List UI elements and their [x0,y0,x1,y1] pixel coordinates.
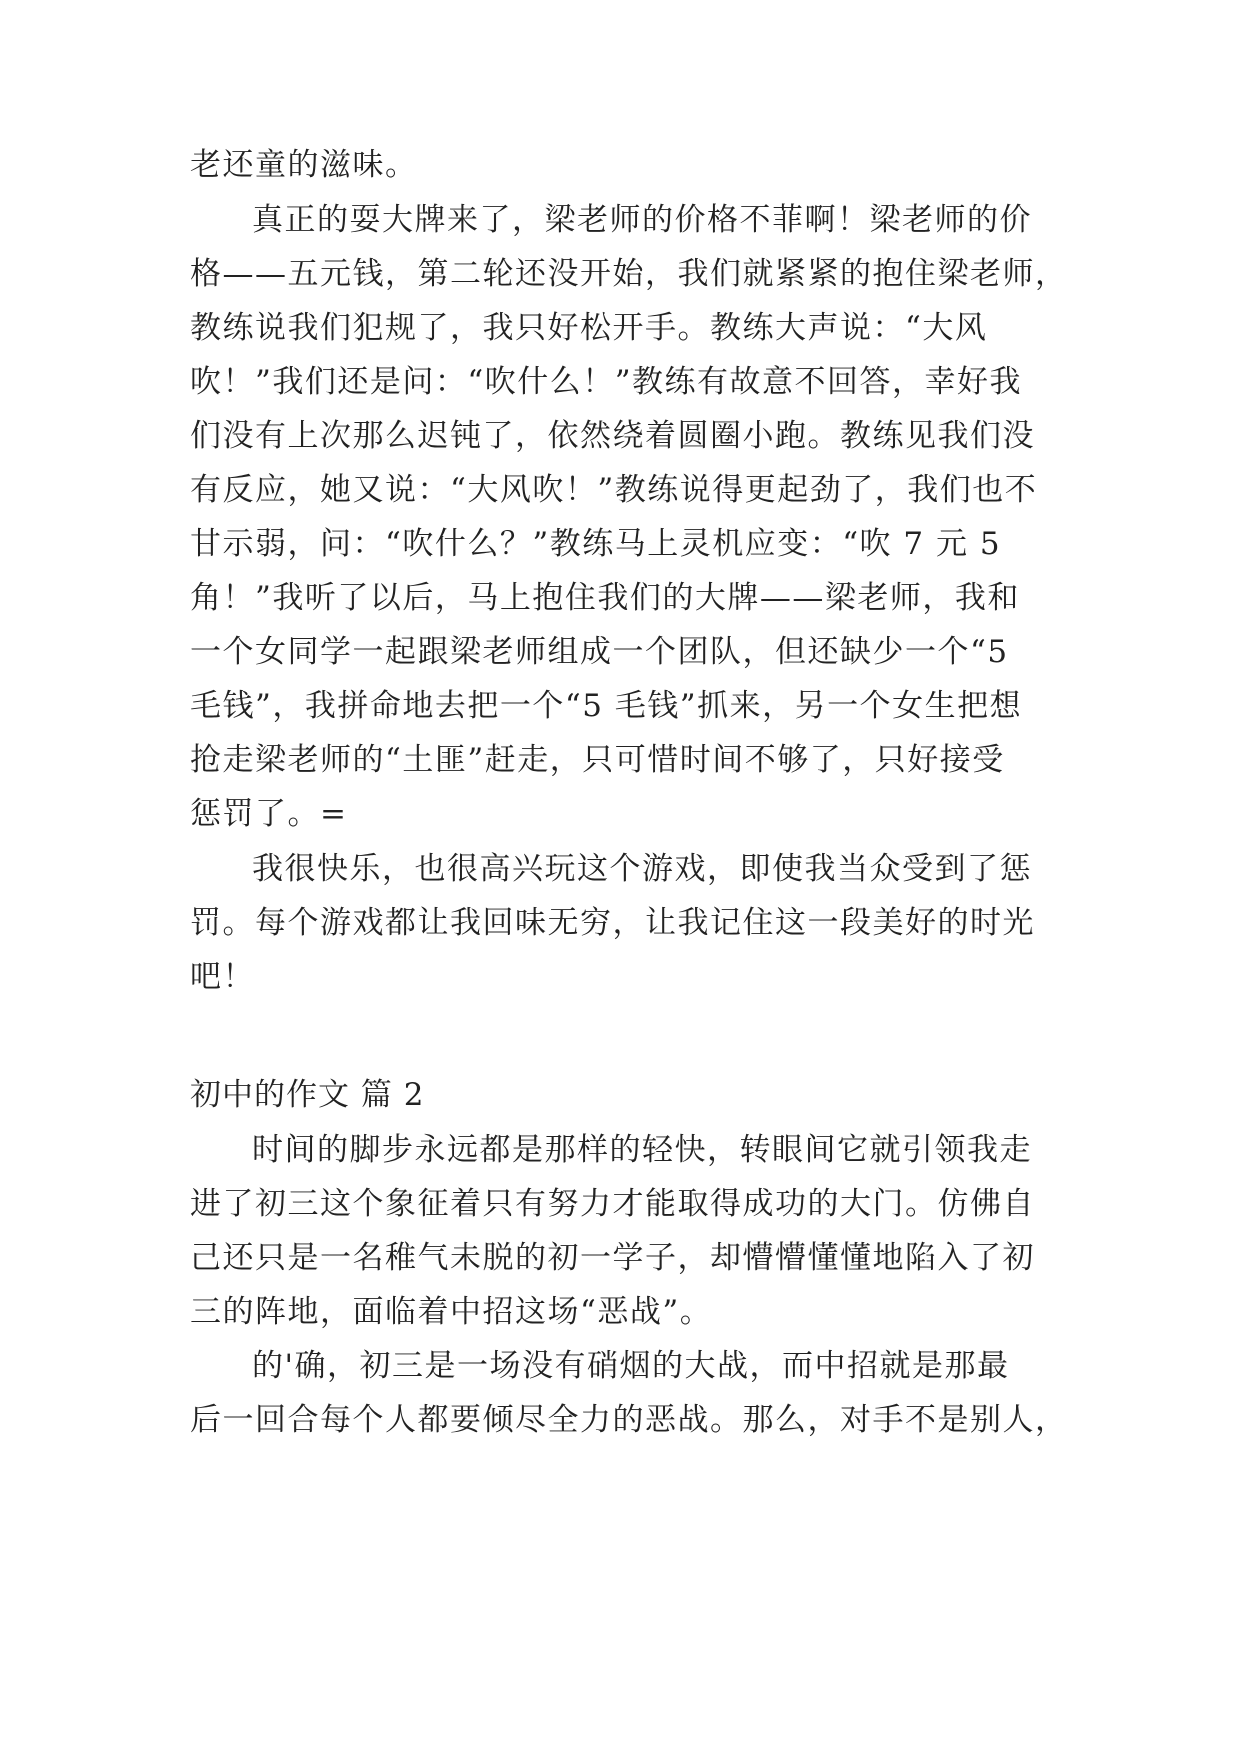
text-line: 吧！ [190,959,255,995]
text-line: 吹！”我们还是问：“吹什么！”教练有故意不回答，幸好我 [190,364,1023,400]
text-line: 惩罚了。= [190,796,348,832]
paragraph-start-line: 真正的耍大牌来了，梁老师的价格不菲啊！梁老师的价 [252,202,1032,238]
text-line: 后一回合每个人都要倾尽全力的恶战。那么，对手不是别人， [190,1402,1068,1438]
text-line: 有反应，她又说：“大风吹！”教练说得更起劲了，我们也不 [190,472,1038,508]
paragraph-start-line: 的'确，初三是一场没有硝烟的大战，而中招就是那最 [252,1348,1010,1384]
text-line: 三的阵地，面临着中招这场“恶战”。 [190,1294,713,1330]
text-line: 己还只是一名稚气未脱的初一学子，却懵懵懂懂地陷入了初 [190,1240,1035,1276]
section-heading: 初中的作文 篇 2 [190,1077,425,1113]
text-line: 老还童的滋味。 [190,147,418,183]
text-line: 格——五元钱，第二轮还没开始，我们就紧紧的抱住梁老师， [190,256,1068,292]
text-line: 们没有上次那么迟钝了，依然绕着圆圈小跑。教练见我们没 [190,418,1035,454]
text-line: 抢走梁老师的“土匪”赶走，只可惜时间不够了，只好接受 [190,742,1005,778]
text-line: 角！”我听了以后，马上抱住我们的大牌——梁老师，我和 [190,580,1020,616]
text-line: 毛钱”，我拼命地去把一个“5 毛钱”抓来，另一个女生把想 [190,688,1023,724]
paragraph-start-line: 我很快乐，也很高兴玩这个游戏，即使我当众受到了惩 [252,851,1032,887]
text-line: 罚。每个游戏都让我回味无穷，让我记住这一段美好的时光 [190,905,1035,941]
text-line: 一个女同学一起跟梁老师组成一个团队，但还缺少一个“5 [190,634,1009,670]
text-line: 教练说我们犯规了，我只好松开手。教练大声说：“大风 [190,310,988,346]
paragraph-start-line: 时间的脚步永远都是那样的轻快，转眼间它就引领我走 [252,1132,1032,1168]
text-line: 甘示弱，问：“吹什么？”教练马上灵机应变：“吹 7 元 5 [190,526,1002,562]
text-line: 进了初三这个象征着只有努力才能取得成功的大门。仿佛自 [190,1186,1035,1222]
